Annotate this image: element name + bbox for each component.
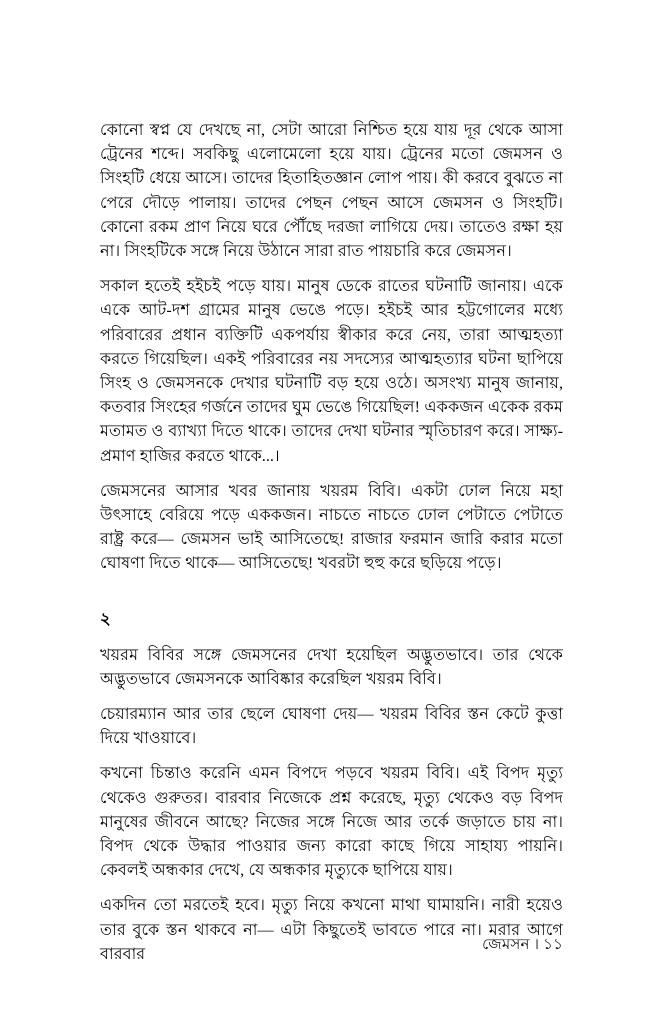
page-footer: জেমসন । ১১ [482, 937, 563, 953]
paragraph: একদিন তো মরতেই হবে। মৃত্যু নিয়ে কখনো মাথা ঘামায়নি। নারী হয়েও তার বুকে স্তন থাকবে না— এটা কিছুতেই ভাবতে পারে না। মরার আগে বারবার [100, 896, 563, 963]
paragraph: জেমসনের আসার খবর জানায় খয়রম বিবি। একটা ঢোল নিয়ে মহা উৎসাহে বেরিয়ে পড়ে এককজন। নাচতে নাচতে ঢোল পেটাতে পেটাতে রাষ্ট্র করে— জেমসন ভাই আসিতেছে! রাজার ফরমান জারি করার মতো ঘোষণা দিতে থাকে— আসিতেছে! খবরটা হুহু করে ছড়িয়ে পড়ে। [100, 481, 563, 573]
page-text-block [100, 118, 563, 966]
paragraph: সকাল হতেই হইচই পড়ে যায়। মানুষ ডেকে রাতের ঘটনাটি জানায়। একে একে আট-দশ গ্রামের মানুষ ভেঙে পড়ে। হইচই আর হট্টগোলের মধ্যে পরিবারের প্রধান ব্যক্তিটি একপর্যায় স্বীকার করে নেয়, তারা আত্মহত্যা করতে গিয়েছিল। একই পরিবারের নয় সদস্যের আত্মহত্যার ঘটনা ছাপিয়ে সিংহ ও জেমসনকে দেখার ঘটনাটি বড় হয়ে ওঠে। অসংখ্য মানুষ জানায়, কতবার সিংহের গর্জনে তাদের ঘুম ভেঙে গিয়েছিল! এককজন একেক রকম মতামত ও ব্যাখ্যা দিতে থাকে। তাদের দেখা ঘটনার স্মৃতিচারণ করে। সাক্ষ্য-প্রমাণ হাজির করতে থাকে...। [100, 277, 563, 465]
paragraph: কোনো স্বপ্ন যে দেখছে না, সেটা আরো নিশ্চিত হয়ে যায় দূর থেকে আসা ট্রেনের শব্দে। সবকিছু এলোমেলো হয়ে যায়। ট্রেনের মতো জেমসন ও সিংহটি ধেয়ে আসে। তাদের হিতাহিতজ্ঞান লোপ পায়। কী করবে বুঝতে না পেরে দৌড়ে পালায়। তাদের পেছন পেছন আসে জেমসন ও সিংহটি। কোনো রকম প্রাণ নিয়ে ঘরে পৌঁছে দরজা লাগিয়ে দেয়। তাতেও রক্ষা হয় না। সিংহটিকে সঙ্গে নিয়ে উঠানে সারা রাত পায়চারি করে জেমসন। [100, 121, 563, 261]
paragraph: কখনো চিন্তাও করেনি এমন বিপদে পড়বে খয়রম বিবি। এই বিপদ মৃত্যু থেকেও গুরুতর। বারবার নিজেকে প্রশ্ন করেছে, মৃত্যু থেকেও বড় বিপদ মানুষের জীবনে আছে? নিজের সঙ্গে নিজে আর তর্কে জড়াতে চায় না। বিপদ থেকে উদ্ধার পাওয়ার জন্য কারো কাছে গিয়ে সাহায্য পায়নি। কেবলই অন্ধকার দেখে, যে অন্ধকার মৃত্যুকে ছাপিয়ে যায়। [100, 764, 563, 880]
section-number-heading: ২ [100, 608, 111, 628]
paragraph: চেয়ারম্যান আর তার ছেলে ঘোষণা দেয়— খয়রম বিবির স্তন কেটে কুত্তা দিয়ে খাওয়াবে। [100, 705, 563, 748]
paragraph: খয়রম বিবির সঙ্গে জেমসনের দেখা হয়েছিল অদ্ভুতভাবে। তার থেকে অদ্ভুতভাবে জেমসনকে আবিষ্কার করেছিল খয়রম বিবি। [100, 645, 563, 688]
